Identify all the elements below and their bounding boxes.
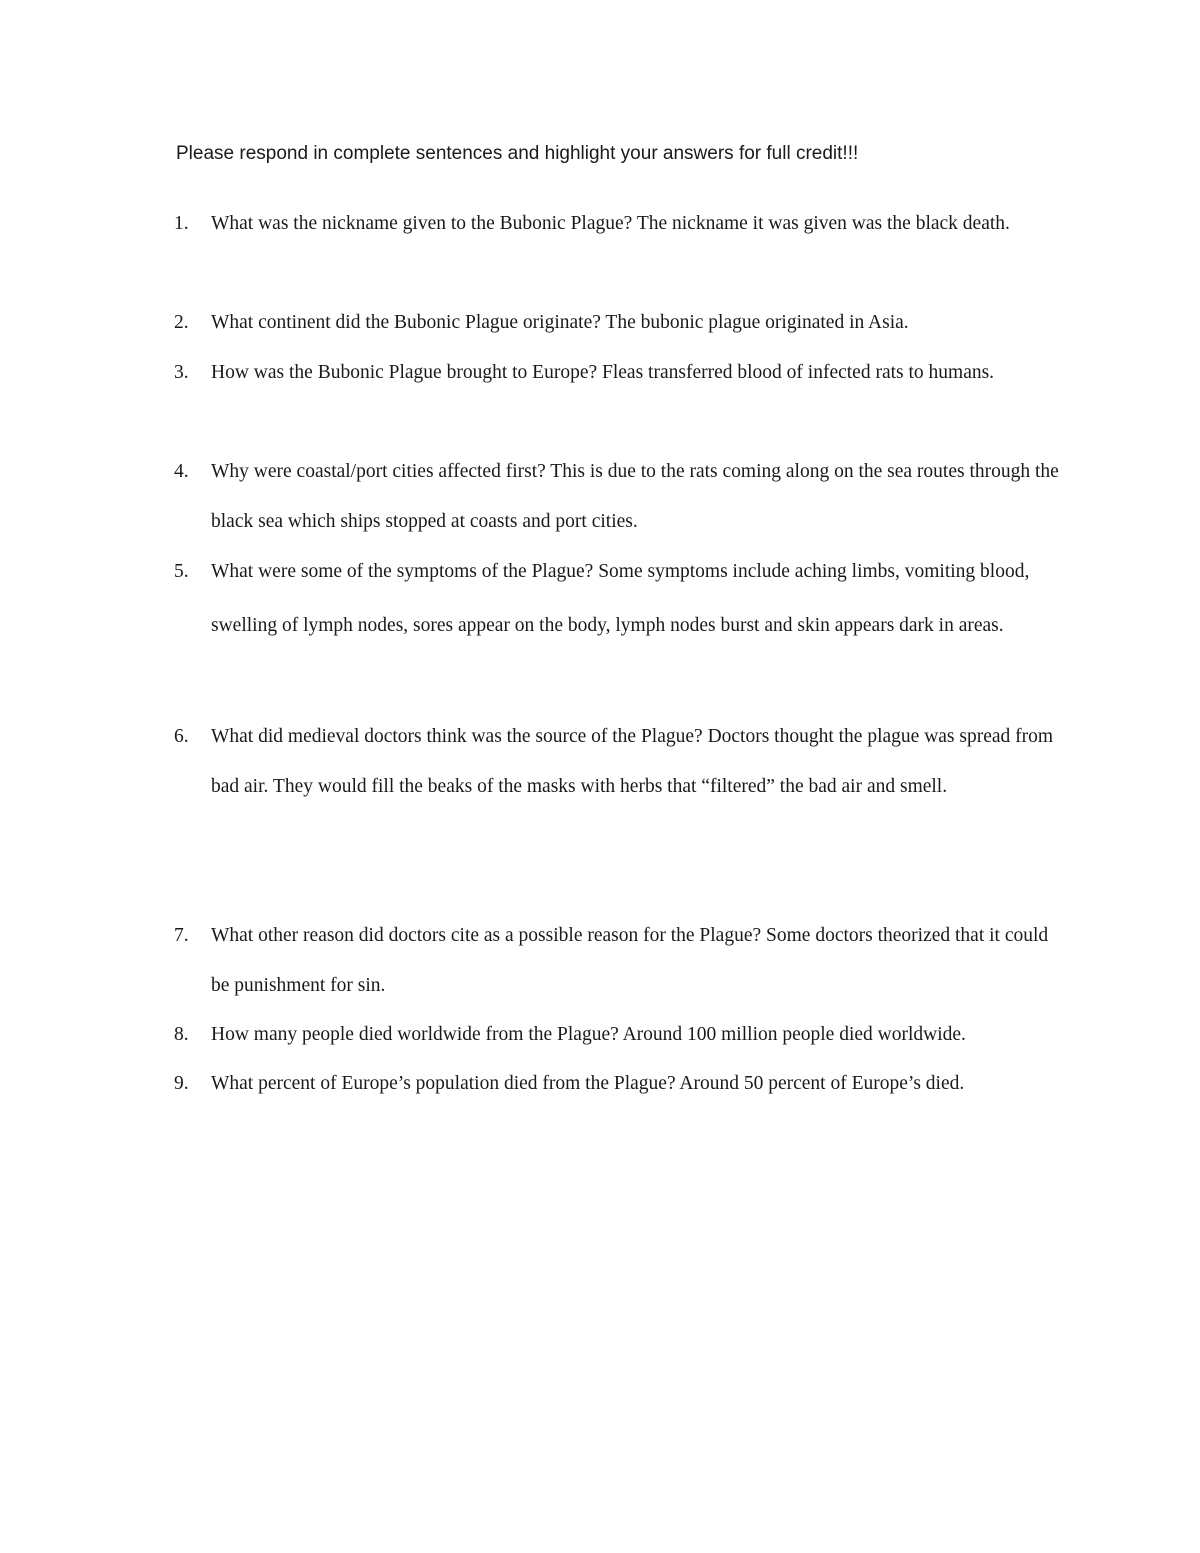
question-text: What was the nickname given to the Bubonic Plague? The nickname it was given was the black death. [211, 213, 1010, 234]
question-text: How was the Bubonic Plague brought to Europe? Fleas transferred blood of infected rats to humans. [211, 362, 995, 383]
question-text: What percent of Europe’s population died from the Plague? Around 50 percent of Europe’s died. [211, 1073, 965, 1094]
instructions-text: Please respond in complete sentences and highlight your answers for full credit!!! [176, 143, 859, 164]
question-number: 2. [174, 312, 189, 333]
question-number: 7. [174, 925, 189, 946]
question-text: What did medieval doctors think was the source of the Plague? Doctors thought the plague was spread from bad air. They would fill the beaks of the masks with herbs that “filtered” the bad air and smell. [211, 726, 1054, 797]
question-text: Why were coastal/port cities affected first? This is due to the rats coming along on the sea routes through the black sea which ships stopped at coasts and port cities. [211, 461, 1059, 532]
question-number: 4. [174, 461, 189, 482]
question-text: How many people died worldwide from the Plague? Around 100 million people died worldwide. [211, 1024, 966, 1045]
question-text: What continent did the Bubonic Plague originate? The bubonic plague originated in Asia. [211, 312, 909, 333]
question-number: 9. [174, 1073, 189, 1094]
question-number: 5. [174, 561, 189, 582]
question-number: 6. [174, 726, 189, 747]
question-text: What were some of the symptoms of the Plague? Some symptoms include aching limbs, vomiting blood, swelling of lymph nodes, sores appear on the body, lymph nodes burst and skin appears dark in areas. [211, 561, 1030, 636]
question-number: 3. [174, 362, 189, 383]
question-number: 1. [174, 213, 189, 234]
question-text: What other reason did doctors cite as a possible reason for the Plague? Some doctors theorized that it could be punishment for sin. [211, 925, 1049, 996]
question-number: 8. [174, 1024, 189, 1045]
